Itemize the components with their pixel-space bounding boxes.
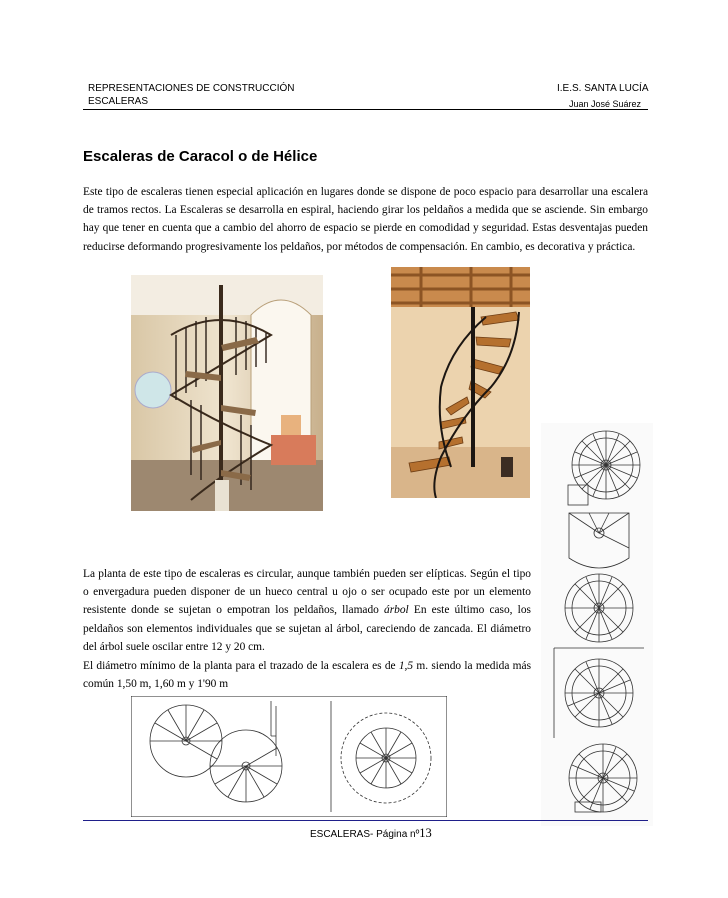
footer-rule	[83, 820, 648, 821]
planta-paragraph: La planta de este tipo de escaleras es circular, aunque también pueden ser elípticas. Según el tipo o envergadura pueden disponer de un hueco central u ojo o ser ocupado este por un elemento resistente donde se sujetan o empotran los peldaños, llamado árbol En este último caso, los peldaños son elementos individuales que se sujetan al árbol, careciendo de zancada. El diámetro del árbol suele oscilar entre 12 y 20 cm.	[83, 568, 531, 653]
diametro-paragraph: El diámetro mínimo de la planta para el trazado de la escalera es de 1,5 m. siendo la medida más común 1,50 m, 1,60 m y 1'90 m	[83, 660, 532, 691]
header-school: I.E.S. SANTA LUCÍA	[557, 83, 649, 94]
header-topic: ESCALERAS	[88, 96, 149, 107]
header-author: Juan José Suárez	[569, 99, 642, 109]
page-number: 13	[419, 826, 432, 840]
page-footer	[310, 826, 432, 841]
spiral-staircase-livingroom-photo	[131, 275, 323, 511]
section-title: Escaleras de Caracol o de Hélice	[83, 148, 318, 165]
diametro-valor: 1,5	[398, 660, 414, 672]
intro-paragraph: Este tipo de escaleras tienen especial aplicación en lugares donde se dispone de poco espacio para desarrollar una escalera de tramos rectos. La Escaleras se desarrolla en espiral, haciendo girar los peldaños a medida que se asciende. Sin embargo hay que tener en cuenta que a cambio del ahorro de espacio se pierde en comodidad y seguridad. Estas desventajas pueden reducirse deformando progresivamente los peldaños, por métodos de compensación. En cambio, es decorativa y práctica.	[83, 186, 648, 253]
spiral-staircase-wood-photo	[391, 267, 530, 498]
spiral-plan-variants-figure	[541, 423, 653, 826]
term-arbol: árbol	[384, 604, 409, 617]
footer-label: ESCALERAS- Página nº	[310, 829, 420, 840]
header-course: REPRESENTACIONES DE CONSTRUCCIÓN	[88, 83, 295, 94]
header-rule	[83, 109, 648, 110]
spiral-plan-drawings-figure	[131, 696, 447, 817]
